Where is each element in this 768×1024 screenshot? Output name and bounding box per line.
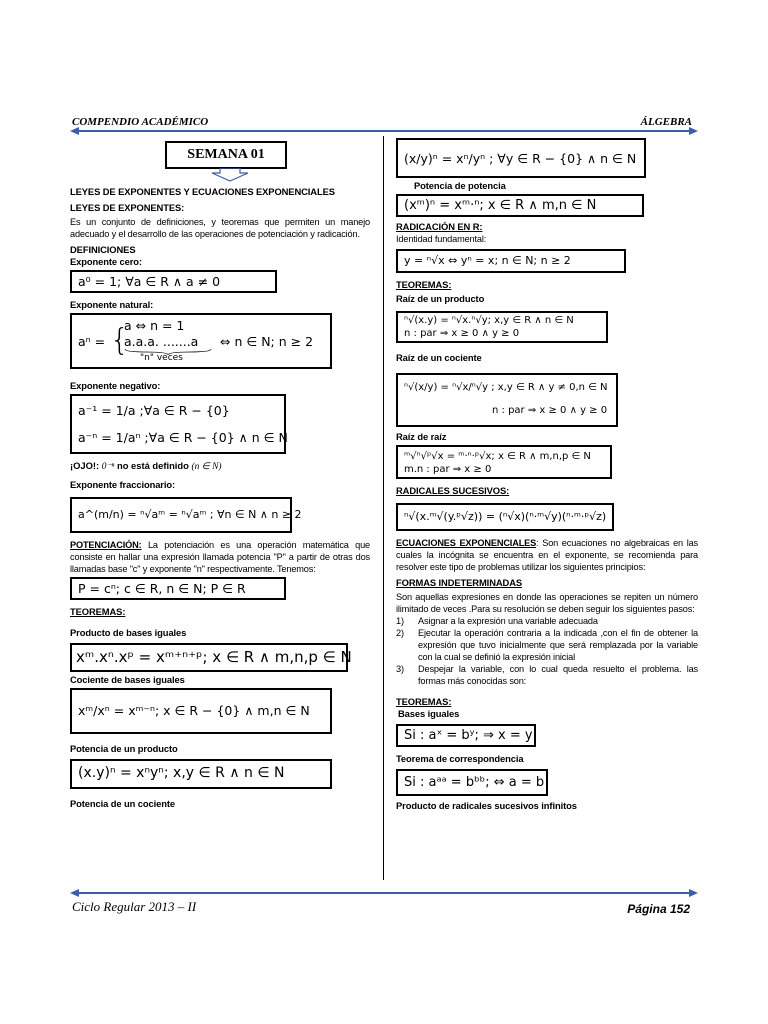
raiz-cociente-f1: ⁿ√(x/y) = ⁿ√x/ⁿ√y ; x,y ∈ R ∧ y ≠ 0,n ∈ N [404, 382, 608, 393]
exponente-cero-formula: a⁰ = 1; ∀a ∈ R ∧ a ≠ 0 [70, 270, 277, 293]
left-column [70, 136, 370, 810]
header-course: COMPENDIO ACADÉMICO [72, 116, 209, 128]
producto-radicales-label: Producto de radicales sucesivos infinitos [396, 800, 577, 811]
list-item: 2) Ejecutar la operación contraria a la indicada ,con el fin de obtener la expresión que tuvo inicialmente que será remplazada por la variable con la cual se definió la expresión inicial [396, 628, 698, 662]
ojo-cond: (n ∈ N) [191, 462, 222, 472]
potenciacion-formula: P = cⁿ; c ∈ R, n ∈ N; P ∈ R [70, 577, 286, 600]
natural-veces: "n" veces [140, 353, 183, 363]
subtitle: LEYES DE EXPONENTES: [70, 202, 185, 213]
cociente-bases-label: Cociente de bases iguales [70, 674, 185, 685]
ecuaciones-label: ECUACIONES EXPONENCIALES [396, 538, 537, 548]
raiz-cociente-label: Raíz de un cociente [396, 352, 482, 363]
definiciones-heading: DEFINICIONES [70, 244, 136, 255]
radicales-formula: ⁿ√(x.ᵐ√(y.ᵖ√z)) = (ⁿ√x)(ⁿ·ᵐ√y)(ⁿ·ᵐ·ᵖ√z) [396, 503, 614, 531]
intro-paragraph: Es un conjunto de definiciones, y teoremas que permiten un manejo adecuado y el desarrollo de las operaciones de potenciación y radicación. [70, 217, 370, 239]
raiz-raiz-f2: m.n : par ⇒ x ≥ 0 [404, 464, 492, 475]
formas-paragraph: Son aquellas expresiones en donde las operaciones se repiten un número ilimitado de veces .Para su resolución se deben seguir los siguientes pasos: [396, 592, 698, 614]
down-arrow-icon [210, 168, 250, 182]
steps-list [396, 615, 698, 687]
ecuaciones-paragraph [396, 537, 698, 573]
identidad-formula: y = ⁿ√x ⇔ yⁿ = x; n ∈ N; n ≥ 2 [396, 249, 626, 273]
bases-iguales-label: Bases iguales [398, 708, 460, 719]
page-number: Página 152 [627, 902, 690, 916]
ojo-expr: 0⁻ⁿ [101, 462, 115, 472]
teoremas-heading-right: TEOREMAS: [396, 279, 452, 290]
raiz-cociente-formula [396, 373, 618, 427]
footer-cycle: Ciclo Regular 2013 – II [72, 899, 197, 914]
raiz-cociente-f2: n : par ⇒ x ≥ 0 ∧ y ≥ 0 [492, 405, 608, 416]
bases-iguales-formula: Si : aˣ = bʸ; ⇒ x = y [396, 724, 536, 747]
natural-lhs: aⁿ = [78, 334, 106, 349]
column-divider [383, 136, 384, 880]
exponente-fraccionario-formula: a^(m/n) = ⁿ√aᵐ = ⁿ√aᵐ ; ∀n ∈ N ∧ n ≥ 2 [70, 497, 292, 533]
header-arrow-rule [70, 126, 698, 136]
header-subject: ÁLGEBRA [640, 116, 692, 128]
teoremas-heading-left: TEOREMAS: [70, 606, 126, 617]
week-title: SEMANA 01 [165, 141, 287, 169]
potencia-producto-label: Potencia de un producto [70, 743, 178, 754]
natural-cond: ⇔ n ∈ N; n ≥ 2 [220, 334, 314, 349]
negativo-f1: a⁻¹ = 1/a ;∀a ∈ R − {0} [78, 403, 230, 418]
correspondencia-label: Teorema de correspondencia [396, 753, 524, 764]
potencia-producto-formula: (x.y)ⁿ = xⁿyⁿ; x,y ∈ R ∧ n ∈ N [70, 759, 332, 789]
raiz-producto-label: Raíz de un producto [396, 293, 485, 304]
formas-heading: FORMAS INDETERMINADAS [396, 577, 523, 588]
raiz-raiz-formula [396, 445, 612, 479]
potencia-potencia-label: Potencia de potencia [414, 180, 506, 191]
exponente-natural-label: Exponente natural: [70, 299, 154, 310]
raiz-producto-formula [396, 311, 608, 343]
raiz-raiz-label: Raíz de raíz [396, 431, 447, 442]
correspondencia-formula: Si : aᵃᵃ = bᵇᵇ; ⇔ a = b [396, 769, 548, 796]
producto-bases-formula: xᵐ.xⁿ.xᵖ = xᵐ⁺ⁿ⁺ᵖ; x ∈ R ∧ m,n,p ∈ N [70, 643, 348, 672]
natural-case2: a.a.a. .......a [124, 334, 199, 349]
teoremas-heading-right-2: TEOREMAS: [396, 696, 452, 707]
ojo-text: no está definido [116, 460, 189, 471]
section-title: LEYES DE EXPONENTES Y ECUACIONES EXPONENCIALES [70, 186, 335, 197]
raiz-raiz-f1: ᵐ√ⁿ√ᵖ√x = ᵐ·ⁿ·ᵖ√x; x ∈ R ∧ m,n,p ∈ N [404, 451, 591, 462]
negativo-f2: a⁻ⁿ = 1/aⁿ ;∀a ∈ R − {0} ∧ n ∈ N [78, 430, 288, 445]
exponente-fraccionario-label: Exponente fraccionario: [70, 479, 176, 490]
identidad-label: Identidad fundamental: [396, 234, 487, 244]
raiz-producto-f2: n : par ⇒ x ≥ 0 ∧ y ≥ 0 [404, 328, 520, 339]
exponente-negativo-formula [70, 394, 286, 454]
exponente-cero-label: Exponente cero: [70, 256, 142, 267]
potencia-cociente-formula: (x/y)ⁿ = xⁿ/yⁿ ; ∀y ∈ R − {0} ∧ n ∈ N [396, 138, 646, 178]
list-item: 3) Despejar la variable, con lo cual queda resuelto el problema. las formas más conocidas son: [396, 664, 698, 686]
radicales-heading: RADICALES SUCESIVOS: [396, 485, 510, 496]
potenciacion-label: POTENCIACIÓN: [70, 540, 142, 550]
exponente-natural-formula [70, 313, 332, 369]
left-brace: { [110, 323, 130, 358]
raiz-producto-f1: ⁿ√(x.y) = ⁿ√x.ⁿ√y; x,y ∈ R ∧ n ∈ N [404, 315, 574, 326]
exponente-negativo-label: Exponente negativo: [70, 380, 161, 391]
potenciacion-paragraph [70, 539, 370, 575]
ecuaciones-text: : Son ecuaciones no algebraicas en las cuales la incógnita se encuentra en el exponente, se recomienda para resolver este tipo de problemas utilizar los siguientes principios: [396, 538, 698, 572]
ojo-label: ¡OJO!: [70, 460, 100, 471]
ojo-note [70, 460, 370, 473]
cociente-bases-formula: xᵐ/xⁿ = xᵐ⁻ⁿ; x ∈ R − {0} ∧ m,n ∈ N [70, 688, 332, 734]
potencia-cociente-label: Potencia de un cociente [70, 798, 176, 809]
right-column [396, 136, 698, 812]
list-item: 1) Asignar a la expresión una variable adecuada [396, 616, 598, 626]
radicacion-heading: RADICACIÓN EN R: [396, 221, 483, 232]
footer-arrow-rule [70, 888, 698, 898]
natural-case1: a ⇔ n = 1 [124, 318, 185, 333]
potenciacion-text: La potenciación es una operación matemática que consiste en hallar una expresión llamada potencia "P" a partir de otras dos llamadas base "c" y exponente "n" respectivamente. Tenemos: [70, 540, 370, 574]
potencia-potencia-formula: (xᵐ)ⁿ = xᵐ·ⁿ; x ∈ R ∧ m,n ∈ N [396, 194, 644, 217]
producto-bases-label: Producto de bases iguales [70, 627, 187, 638]
